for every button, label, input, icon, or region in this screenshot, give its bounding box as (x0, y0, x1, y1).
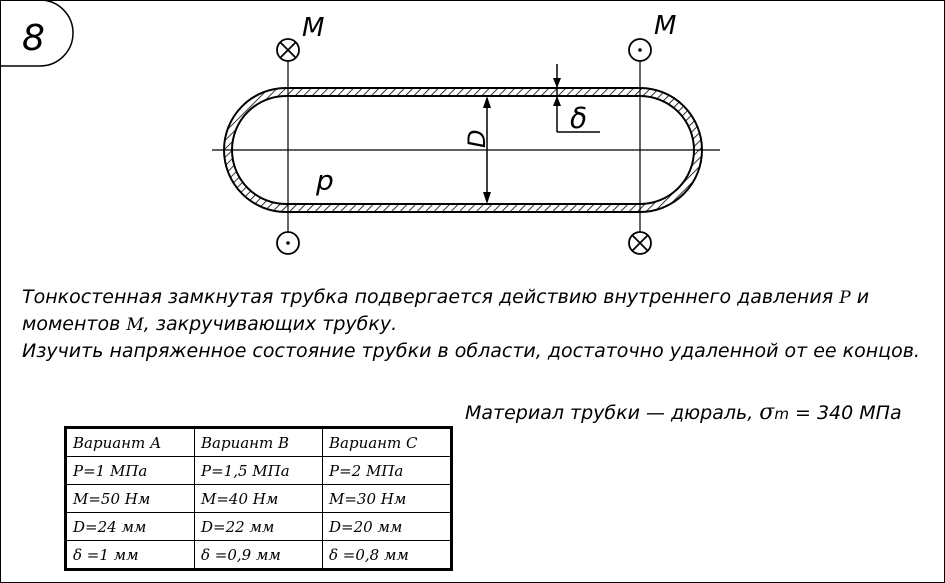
table-cell: Вариант А (67, 429, 195, 457)
task-number-badge (0, 0, 73, 66)
table-cell: Вариант С (323, 429, 451, 457)
moment-label-left: M (302, 13, 325, 43)
moment-into-page-icon (277, 39, 299, 61)
table-cell: δ =0,8 мм (323, 541, 451, 569)
table-cell: δ =1 мм (67, 541, 195, 569)
table-cell: δ =0,9 мм (195, 541, 323, 569)
table-cell: M=40 Нм (195, 485, 323, 513)
sigma-symbol: σ (759, 400, 775, 425)
statement-text: Тонкостенная замкнутая трубка подвергается действию внутреннего давления (22, 286, 834, 308)
diameter-label: D (463, 129, 491, 148)
pressure-symbol: P (839, 288, 851, 308)
variants-table (66, 428, 451, 569)
sigma-subscript: m (774, 405, 789, 423)
problem-statement-line-1 (22, 284, 869, 312)
problem-task-line: Изучить напряженное состояние трубки в области, достаточно удаленной от ее концов. (22, 340, 920, 362)
table-cell: P=2 МПа (323, 457, 451, 485)
moment-label-right: M (654, 11, 677, 41)
material-value: = 340 МПа (795, 402, 902, 424)
material-spec (465, 400, 902, 425)
statement-text: моментов (22, 313, 121, 335)
problem-statement-line-2 (22, 311, 397, 339)
task-number: 8 (22, 18, 45, 59)
moment-symbol: M (126, 315, 144, 335)
material-prefix: Материал трубки — дюраль, (465, 402, 754, 424)
statement-text: и (856, 286, 870, 308)
table-row (67, 513, 451, 541)
moment-out-of-page-icon (277, 232, 299, 254)
table-cell: P=1 МПа (67, 457, 195, 485)
table-cell: P=1,5 МПа (195, 457, 323, 485)
table-row (67, 457, 451, 485)
table-cell: D=24 мм (67, 513, 195, 541)
table-row (67, 485, 451, 513)
table-row (67, 541, 451, 569)
thickness-label: δ (570, 102, 588, 135)
moment-into-page-icon (629, 232, 651, 254)
table-cell: D=20 мм (323, 513, 451, 541)
statement-text: , закручивающих трубку. (143, 313, 398, 335)
table-row (67, 429, 451, 457)
table-cell: D=22 мм (195, 513, 323, 541)
pressure-label: p (316, 164, 334, 197)
table-cell: M=50 Нм (67, 485, 195, 513)
moment-out-of-page-icon (629, 39, 651, 61)
table-cell: Вариант В (195, 429, 323, 457)
table-cell: M=30 Нм (323, 485, 451, 513)
tube-diagram (0, 0, 945, 290)
